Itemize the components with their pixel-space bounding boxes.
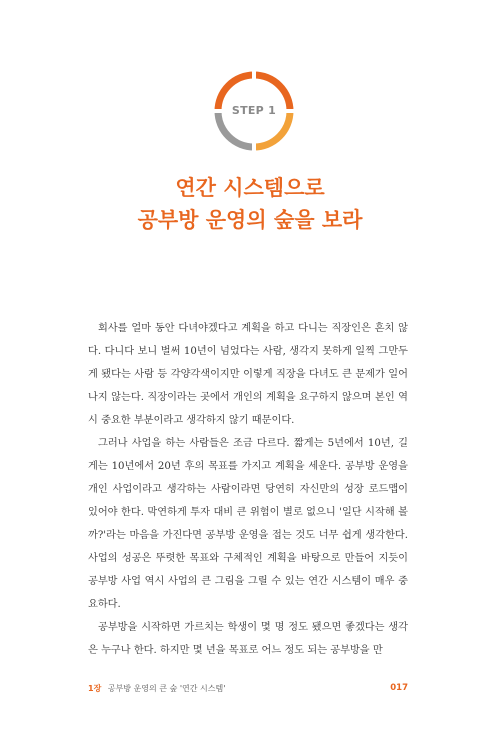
page-footer <box>88 683 408 694</box>
step-label: STEP 1 <box>231 104 277 117</box>
page-number: 017 <box>390 683 408 693</box>
paragraph: 회사를 얼마 동안 다녀야겠다고 계획을 하고 다니는 직장인은 흔치 않다. 다니다 보니 벌써 10년이 넘었다는 사람, 생각지 못하게 일찍 그만두게 됐다는 사람 등 각양각색이지만 이렇게 직장을 다녀도 큰 문제가 일어나지 않는다. 직장이라는 곳에서 개인의 계획을 요구하지 않으며 본인 역시 중요한 부분이라고 생각하지 않기 때문이다. <box>88 323 408 426</box>
step-badge <box>214 71 294 151</box>
footer-chapter: 1장 <box>88 684 102 693</box>
chapter-title-line-1: 연간 시스템으로 <box>175 176 325 200</box>
footer-chapter-title: 공부방 운영의 큰 숲 '연간 시스템' <box>107 684 226 693</box>
paragraph: 공부방을 시작하면 가르치는 학생이 몇 명 정도 됐으면 좋겠다는 생각은 누구나 한다. 하지만 몇 년을 목표로 어느 정도 되는 공부방을 만 <box>88 622 408 656</box>
paragraph: 그러나 사업을 하는 사람들은 조금 다르다. 짧게는 5년에서 10년, 길게는 10년에서 20년 후의 목표를 가지고 계획을 세운다. 공부방 운영을 개인 사업이라고 생각하는 사람이라면 당연히 자신만의 성장 로드맵이 있어야 한다. 막연하게 투자 대비 큰 위험이 별로 없으니 '일단 시작해 볼까?'라는 마음을 가진다면 공부방 운영을 접는 것도 너무 쉽게 생각한다. 사업의 성공은 뚜렷한 목표와 구체적인 계획을 바탕으로 만들어 지듯이 공부방 사업 역시 사업의 큰 그림을 그릴 수 있는 연간 시스템이 매우 중요하다. <box>88 438 408 610</box>
chapter-title-line-2: 공부방 운영의 숲을 보라 <box>137 208 363 232</box>
body-text <box>88 317 408 662</box>
